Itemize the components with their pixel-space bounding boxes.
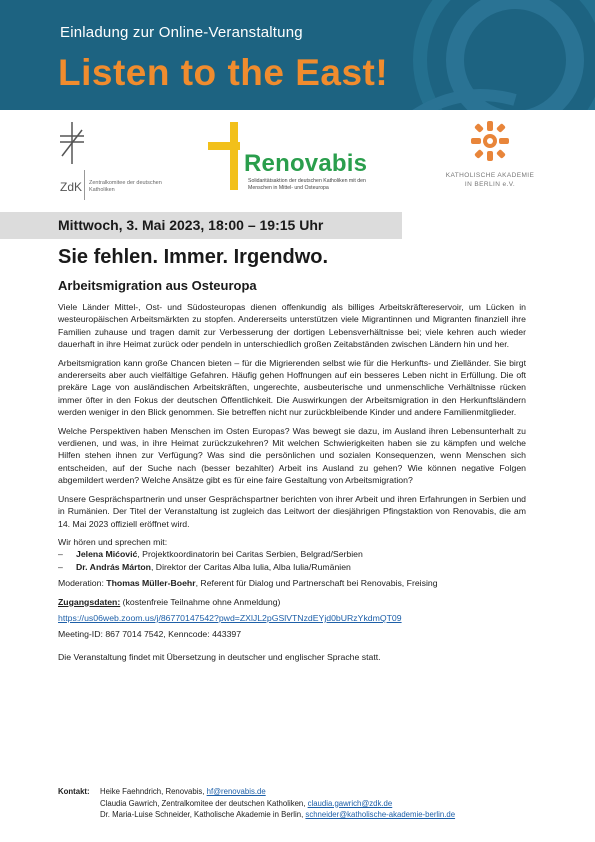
speaker-name: Dr. András Márton xyxy=(76,561,151,572)
zdk-mark-icon xyxy=(58,122,88,164)
access-label: Zugangsdaten: xyxy=(58,596,121,607)
akademie-location: IN BERLIN e.V. xyxy=(464,181,516,188)
moderator-name: Thomas Müller-Boehr xyxy=(106,578,196,589)
zdk-full-name: Zentralkomitee der deutschen Katholiken xyxy=(89,180,162,193)
translation-note: Die Veranstaltung findet mit Übersetzung in deutscher und englischer Sprache statt. xyxy=(58,651,381,662)
zdk-logo xyxy=(58,122,178,202)
event-date: Mittwoch, 3. Mai 2023, 18:00 – 19:15 Uhr xyxy=(58,217,324,233)
renovabis-logo xyxy=(208,122,368,202)
speaker-item xyxy=(58,561,526,573)
akademie-emblem-icon xyxy=(470,120,510,162)
zdk-abbreviation: ZdK xyxy=(60,180,83,194)
moderation-label: Moderation: xyxy=(58,578,107,589)
list-dash: – xyxy=(58,561,63,572)
main-content xyxy=(58,246,526,663)
akademie-logo xyxy=(440,120,540,204)
contact-email-link[interactable]: hf@renovabis.de xyxy=(206,787,266,796)
contact-person: Dr. Maria-Luise Schneider, Katholische Akademie in Berlin, xyxy=(100,810,306,820)
contact-person: Heike Faehndrich, Renovabis, xyxy=(100,787,207,796)
speaker-item xyxy=(58,548,526,560)
event-title: Listen to the East! xyxy=(58,52,389,93)
decorative-arcs xyxy=(365,0,595,110)
zdk-divider xyxy=(84,170,85,200)
headline: Sie fehlen. Immer. Irgendwo. xyxy=(58,246,329,268)
access-heading xyxy=(58,596,526,608)
contact-row xyxy=(100,786,560,798)
date-bar xyxy=(0,212,402,239)
renovabis-name: Renovabis xyxy=(244,150,368,177)
speaker-role: , Projektkoordinatorin bei Caritas Serbien, Belgrad/Serbien xyxy=(137,549,363,560)
list-dash: – xyxy=(58,549,63,560)
speaker-name: Jelena Mićović xyxy=(76,549,138,560)
contact-person: Claudia Gawrich, Zentralkomitee der deutschen Katholiken, xyxy=(100,798,308,808)
speaker-role: , Direktor der Caritas Alba Iulia, Alba Iulia/Rumänien xyxy=(150,561,351,572)
contact-label: Kontakt: xyxy=(58,787,90,796)
subheadline: Arbeitsmigration aus Osteuropa xyxy=(58,278,257,293)
renovabis-tagline: Solidaritätsaktion der deutschen Katholiken mit den Menschen in Mittel- und Osteuropa xyxy=(248,178,366,191)
access-note: (kostenfreie Teilnahme ohne Anmeldung) xyxy=(120,596,281,607)
paragraph-2: Arbeitsmigration kann große Chancen bieten – für die Migrierenden selbst wie für die Herkunfts- und Zielländer. Sie birgt andererseits aber auch vielfältige Gefahren. Häufig gehen Hoffnungen auf ein besseres Leben nicht in Erfüllung. Die oft prekäre Lage von ausländischen Arbeitskräften, ungerechte, ausbeuterische und unmenschliche Verhältnisse rücken immer öfter in den Fokus der deutschen Öffentlichkeit. Die Auswirkungen der Arbeitsmigration in den Herkunftsländern werden weniger in den Blick genommen. Sie betreffen nicht nur zurückbleibende Kinder und andere Familienmitglieder. xyxy=(58,357,526,418)
moderation xyxy=(58,577,526,589)
event-type: Einladung zur Online-Veranstaltung xyxy=(60,24,303,41)
akademie-name: KATHOLISCHE AKADEMIE xyxy=(445,172,535,179)
paragraph-4: Unsere Gesprächspartnerin und unser Gesprächspartner berichten von ihrer Arbeit und ihren Erfahrungen in Serbien und in Rumänien. Der Titel der Veranstaltung ist zugleich das Leitwort der diesjährigen Pfingstaktion von Renovabis, die am 14. Mai 2023 offiziell eröffnet wird. xyxy=(58,493,526,529)
speaker-list xyxy=(58,548,526,573)
contact-email-link[interactable]: schneider@katholische-akademie-berlin.de xyxy=(305,810,456,820)
contact-row xyxy=(100,798,560,810)
partner-logos xyxy=(0,112,595,210)
zoom-link[interactable]: https://us06web.zoom.us/j/86770147542?pwd=ZXlJL2pGSlVTNzdEYjd0bURzYkdmQT09 xyxy=(58,612,402,623)
paragraph-1: Viele Länder Mittel-, Ost- und Südosteuropas dienen offenkundig als billiges Arbeitskräftereservoir, um Lücken in westeuropäischen Arbeitsmärkten zu stopfen. Andererseits unterstützen viele Migrantinnen und Migranten finanziell ihre Familien zuhause und tragen damit zur Verbesserung der dortigen Lebensverhältnisse bei; viele kehren auch wieder dauerhaft in ihre Heimat zurück oder pendeln in unterschiedlich großen Zeitabständen zwischen Ländern hin und her. xyxy=(58,302,526,350)
contact-email-link[interactable]: claudia.gawrich@zdk.de xyxy=(307,798,393,808)
meeting-info: Meeting-ID: 867 7014 7542, Kenncode: 443397 xyxy=(58,629,242,640)
paragraph-3: Welche Perspektiven haben Menschen im Osten Europas? Was bewegt sie dazu, im Ausland ihren Lebensunterhalt zu verdienen, und was, in ihre Heimat zurückzukehren? Mit welchen Schwierigkeiten haben sie zu kämpfen und welche Hilfen stehen ihnen zur Verfügung? Was sind die persönlichen und sozialen Konsequenzen, wenn Menschen sich entscheiden, auf der Suche nach (besser bezahlter) Arbeit ins Ausland zu gehen? Wie können negative Folgen abgemildert werden? Welche Ansätze gibt es für eine faire Gestaltung von Arbeitsmigration? xyxy=(58,425,526,486)
header-banner xyxy=(0,0,595,110)
moderator-role: , Referent für Dialog und Partnerschaft bei Renovabis, Freising xyxy=(195,578,438,589)
speakers-intro: Wir hören und sprechen mit: xyxy=(58,536,168,547)
contact-row xyxy=(100,809,560,821)
